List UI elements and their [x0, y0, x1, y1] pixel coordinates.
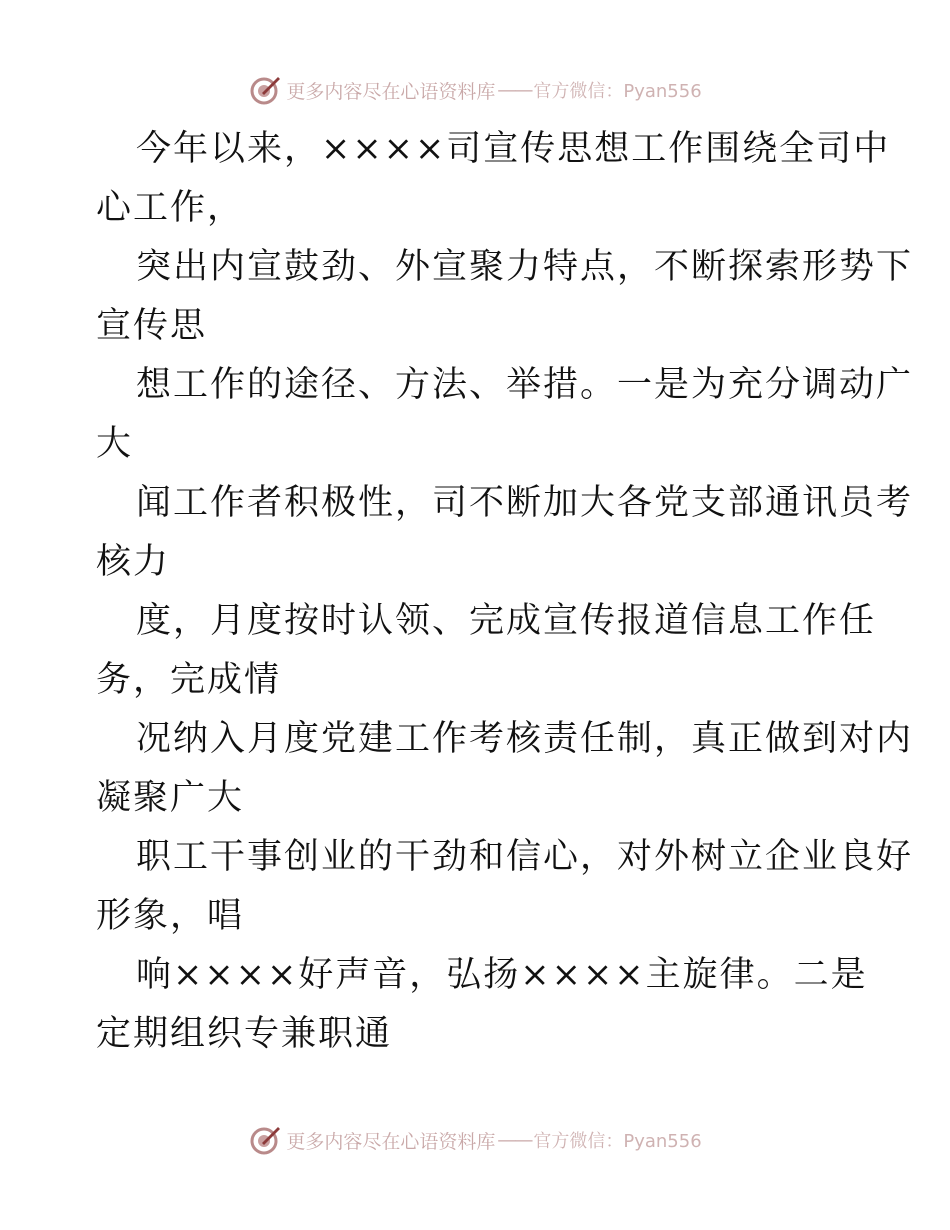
paragraph-line: 心工作， — [96, 188, 245, 228]
watermark-brand-text: 更多内容尽在心语资料库 — [286, 1130, 496, 1153]
paragraph-line: 凝聚广大 — [96, 778, 245, 818]
paragraph-line: 务，完成情 — [96, 660, 282, 700]
paragraph-line: 职工干事创业的干劲和信心，对外树立企业良好 — [136, 837, 914, 877]
watermark-separator: —— — [497, 79, 532, 101]
paragraph-line: 度，月度按时认领、完成宣传报道信息工作任 — [136, 601, 877, 641]
paragraph-line: 今年以来，××××司宣传思想工作围绕全司中 — [136, 129, 891, 169]
watermark-contact-text: 官方微信：Pyan556 — [533, 81, 702, 102]
paragraph-line: 定期组织专兼职通 — [96, 1014, 393, 1054]
paragraph-line: 响××××好声音，弘扬××××主旋律。二是 — [136, 955, 868, 995]
footer-watermark — [0, 1120, 950, 1160]
header-watermark — [0, 70, 950, 110]
paragraph-line: 况纳入月度党建工作考核责任制，真正做到对内 — [136, 719, 914, 759]
watermark-separator: —— — [497, 1129, 532, 1151]
paragraph-line: 闻工作者积极性，司不断加大各党支部通讯员考 — [136, 483, 914, 523]
pen-circle-logo-icon — [248, 73, 282, 107]
watermark-contact-text: 官方微信：Pyan556 — [533, 1131, 702, 1152]
paragraph-line: 大 — [96, 424, 134, 464]
paragraph-line: 突出内宣鼓劲、外宣聚力特点，不断探索形势下 — [136, 247, 914, 287]
document-body — [96, 120, 914, 1064]
paragraph-line: 核力 — [96, 542, 171, 582]
paragraph-line: 宣传思 — [96, 306, 208, 346]
pen-circle-logo-icon — [248, 1123, 282, 1157]
watermark-brand-text: 更多内容尽在心语资料库 — [286, 80, 496, 103]
paragraph-line: 形象，唱 — [96, 896, 245, 936]
paragraph-line: 想工作的途径、方法、举措。一是为充分调动广 — [136, 365, 914, 405]
